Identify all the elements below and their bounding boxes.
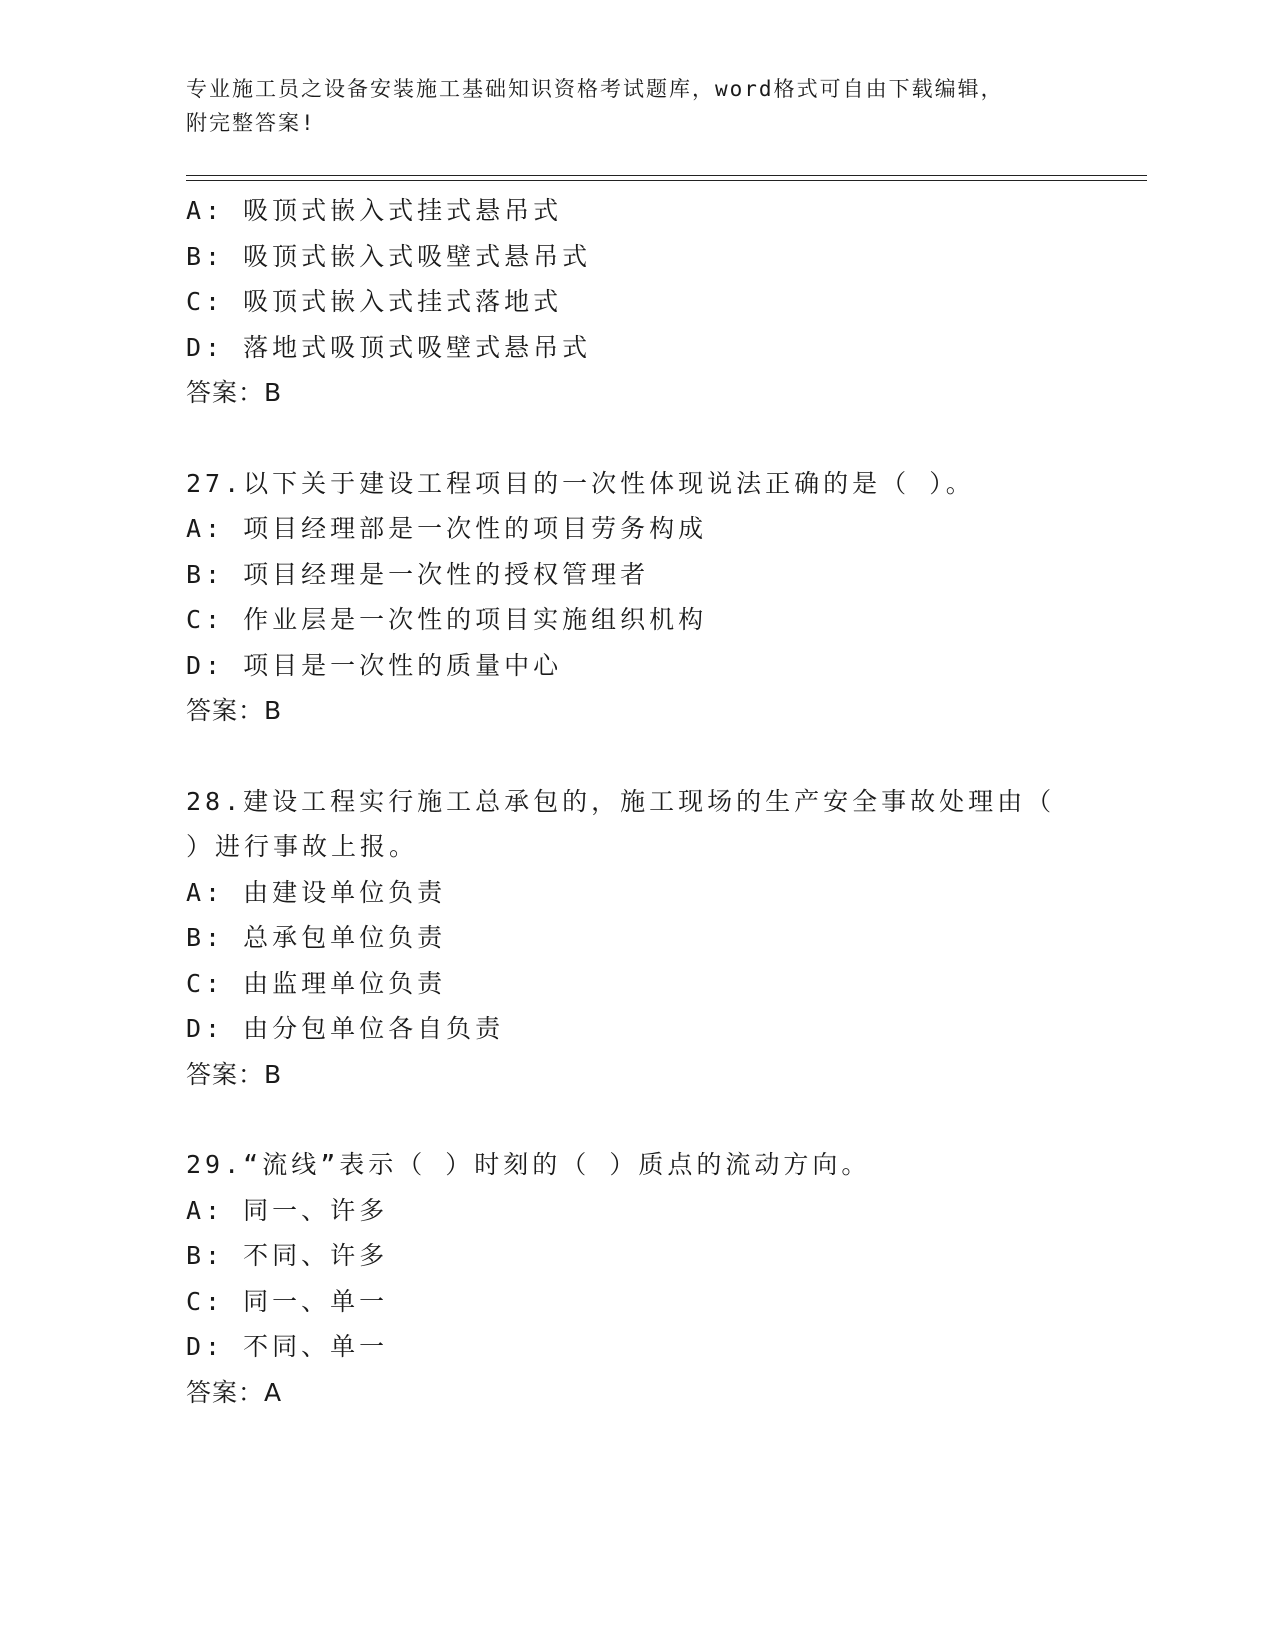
option-a: A: 项目经理部是一次性的项目劳务构成 (186, 514, 708, 543)
header-divider-bottom (186, 180, 1147, 181)
option-a: A: 吸顶式嵌入式挂式悬吊式 (186, 196, 563, 225)
option-d: D: 不同、单一 (186, 1332, 389, 1361)
answer-label: 答案：B (186, 378, 283, 407)
header-line-2: 附完整答案! (186, 111, 316, 135)
header-divider-top (186, 175, 1147, 176)
header-line-1: 专业施工员之设备安装施工基础知识资格考试题库，word格式可自由下载编辑， (186, 77, 1004, 101)
option-d: D: 项目是一次性的质量中心 (186, 650, 563, 680)
option-d: D: 由分包单位各自负责 (186, 1014, 505, 1043)
option-b: B: 吸顶式嵌入式吸壁式悬吊式 (186, 241, 592, 271)
option-d: D: 落地式吸顶式吸壁式悬吊式 (186, 332, 592, 362)
option-a: A: 由建设单位负责 (186, 877, 447, 907)
option-c: C: 吸顶式嵌入式挂式落地式 (186, 287, 563, 316)
question-27-block (186, 461, 1086, 734)
spacer (186, 734, 1086, 779)
option-a: A: 同一、许多 (186, 1195, 389, 1225)
option-c: C: 由监理单位负责 (186, 968, 447, 998)
question-text: 29.“流线”表示（ ）时刻的（ ）质点的流动方向。 (186, 1150, 871, 1179)
question-29-block (186, 1142, 1086, 1415)
answer-label: 答案：B (186, 696, 283, 725)
question-text: 27.以下关于建设工程项目的一次性体现说法正确的是（ ）。 (186, 468, 975, 498)
question-28-block (186, 779, 1086, 1098)
spacer (186, 1097, 1086, 1142)
question-list (186, 188, 1086, 1415)
option-b: B: 总承包单位负责 (186, 923, 447, 952)
option-c: C: 作业层是一次性的项目实施组织机构 (186, 605, 708, 634)
answer-label: 答案：B (186, 1059, 283, 1089)
spacer (186, 416, 1086, 461)
document-header (186, 72, 1146, 140)
answer-label: 答案：A (186, 1377, 283, 1407)
question-text-line-1: 28.建设工程实行施工总承包的，施工现场的生产安全事故处理由（ (186, 786, 1056, 816)
option-b: B: 项目经理是一次性的授权管理者 (186, 559, 650, 589)
option-c: C: 同一、单一 (186, 1286, 389, 1316)
option-b: B: 不同、许多 (186, 1241, 389, 1270)
question-text-line-2: ）进行事故上报。 (186, 832, 419, 861)
question-26-block (186, 188, 1086, 416)
